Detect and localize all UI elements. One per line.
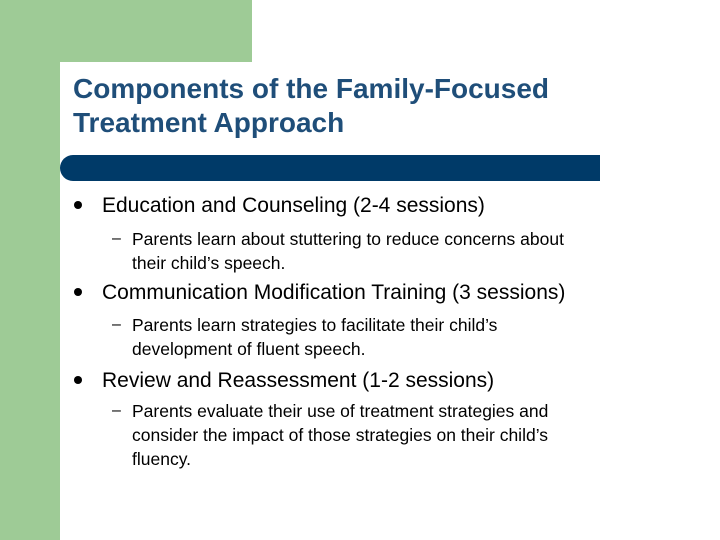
sub-bullet-line: Parents evaluate their use of treatment strategies and <box>132 401 549 421</box>
sub-bullet-line: their child’s speech. <box>132 253 286 273</box>
sub-bullet-line: fluency. <box>132 449 192 469</box>
sub-bullet-text <box>132 313 652 361</box>
dash-icon: – <box>112 402 121 419</box>
bullet-dot-icon <box>74 288 82 296</box>
sub-bullet-line: Parents learn strategies to facilitate their child’s <box>132 315 498 335</box>
sub-bullet-line: development of fluent speech. <box>132 339 366 359</box>
title-line: Components of the Family-Focused <box>73 73 550 104</box>
sub-bullet-line: Parents learn about stuttering to reduce concerns about <box>132 229 564 249</box>
title-line: Treatment Approach <box>73 107 345 138</box>
slide-title <box>73 72 673 140</box>
bullet-dot-icon <box>74 376 82 384</box>
dash-icon: – <box>112 316 121 333</box>
title-divider-bar <box>60 155 600 181</box>
sub-bullet-text <box>132 227 652 275</box>
bullet-text: Communication Modification Training (3 sessions) <box>102 281 566 304</box>
bullet-dot-icon <box>74 201 82 209</box>
green-side-band <box>0 0 60 540</box>
green-top-band <box>0 0 252 62</box>
bullet-text: Review and Reassessment (1-2 sessions) <box>102 369 495 392</box>
sub-bullet-text <box>132 399 652 471</box>
sub-bullet-line: consider the impact of those strategies on their child’s <box>132 425 549 445</box>
bullet-text: Education and Counseling (2-4 sessions) <box>102 194 485 217</box>
dash-icon: – <box>112 230 121 247</box>
